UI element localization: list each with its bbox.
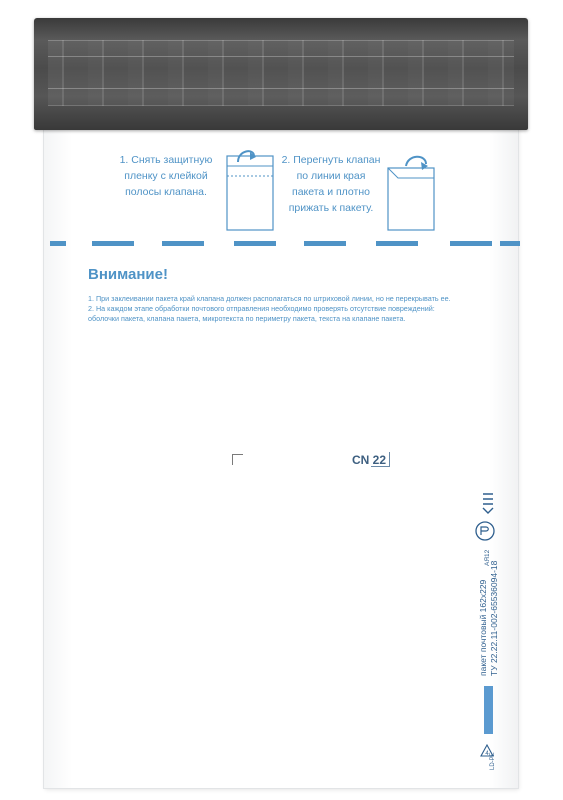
instruction-step-2: 2. Перегнуть клапан по линии края пакета и плотно прижать к пакету.	[281, 154, 381, 214]
warning-line-1: 1. При заклеивании пакета край клапана должен располагаться по штриховой линии, но не перекрывать ее.	[88, 294, 451, 303]
side-color-bar	[484, 686, 493, 734]
flap-seam	[48, 88, 514, 89]
fold-dashed-line	[50, 241, 520, 247]
instruction-step-1: 1. Снять защитную пленку с клейкой полосы клапана.	[119, 154, 213, 198]
pct-certification-icon	[474, 520, 496, 542]
cn-code-frame	[371, 452, 390, 467]
eac-mark-icon	[481, 492, 495, 514]
flap-seam	[48, 56, 514, 57]
technical-spec-label: ТУ 22.22.11-002-65536094-18	[489, 560, 499, 676]
bag-size-label: пакет почтовый 162х229	[478, 579, 488, 676]
material-label: LD-PE	[490, 752, 496, 770]
warning-line-3: оболочки пакета, клапана пакета, микротекста по периметру пакета, текста на клапане пакета.	[88, 314, 406, 323]
address-corner-mark	[232, 454, 243, 465]
certification-code: АЯ12	[484, 549, 491, 566]
warning-title: Внимание!	[88, 266, 168, 283]
peel-film-illustration	[226, 146, 274, 232]
warning-line-2: 2. На каждом этапе обработки почтового отправления необходимо проверять отсутствие повреждений:	[88, 304, 435, 313]
fold-flap-illustration	[386, 154, 436, 232]
customs-declaration-code: CN 22	[352, 453, 387, 467]
protective-film-strip	[48, 40, 514, 106]
recycle-code: 4	[485, 751, 489, 757]
